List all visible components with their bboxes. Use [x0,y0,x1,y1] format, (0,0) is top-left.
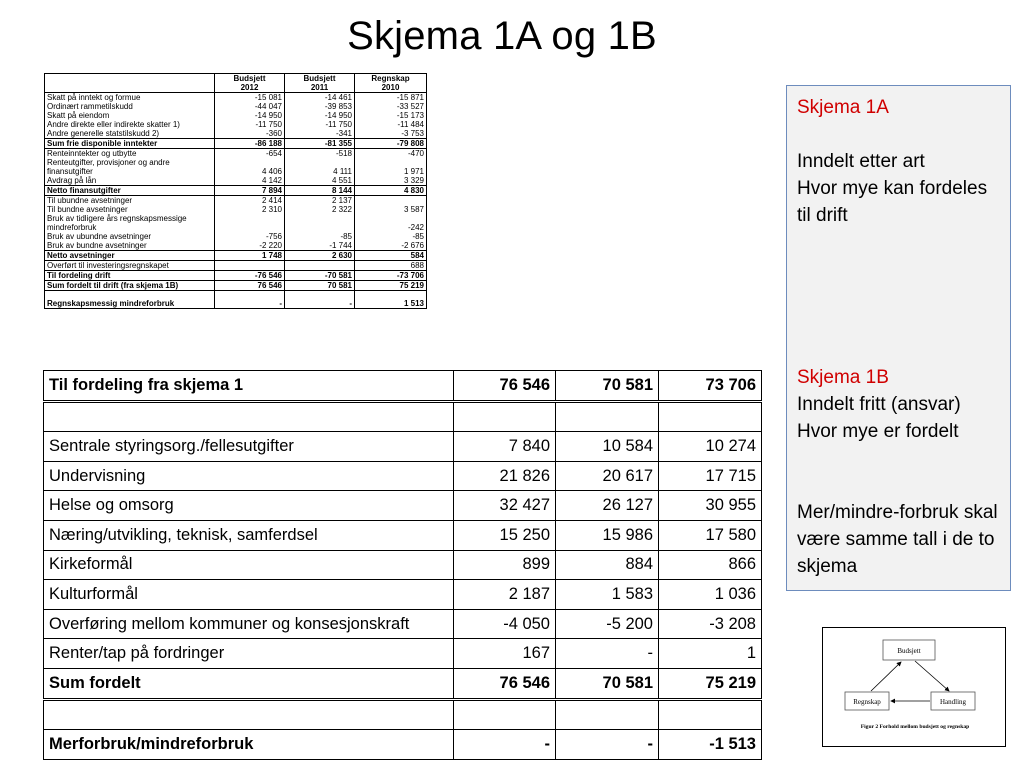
col-header-title: Budsjett [303,74,336,83]
node-handling-label: Handling [939,698,967,706]
skjema-1a-row [45,299,427,309]
arrow-budsjett-handling [915,661,949,691]
row-value: -14 950 [215,111,285,120]
row-value: 866 [659,550,762,580]
row-label: Sum frie disponible inntekter [45,139,215,149]
skjema-1a-row [45,186,427,196]
skjema-1b-row [44,491,762,521]
row-value [659,401,762,432]
row-value: 70 581 [556,668,659,699]
note-1a-line2: Hvor mye kan fordeles til drift [797,178,988,226]
skjema-1a-row [45,158,427,176]
row-value: -11 484 [355,120,427,129]
skjema-1a-row [45,93,427,103]
skjema-1b-row [44,699,762,730]
row-value: 76 546 [454,668,556,699]
row-label [44,401,454,432]
row-label: Til fordeling fra skjema 1 [44,371,454,402]
row-label: Skatt på eiendom [45,111,215,120]
skjema-1a-row [45,271,427,281]
row-value: 2 187 [454,580,556,610]
notes-box [786,85,1011,591]
row-label: Overføring mellom kommuner og konsesjonskraft [44,609,454,639]
skjema-1b-row [44,580,762,610]
skjema-1b-row [44,520,762,550]
row-label: Sum fordelt [44,668,454,699]
row-value [215,291,285,299]
row-value: -11 750 [285,120,355,129]
row-value: -79 808 [355,139,427,149]
row-value: -3 753 [355,129,427,139]
row-value: 4 551 [285,176,355,186]
row-label: Til bundne avsetninger [45,205,215,214]
row-value: 4 830 [355,186,427,196]
row-label: Merforbruk/mindreforbruk [44,730,454,760]
row-value: -518 [285,149,355,159]
row-value: 4 111 [285,158,355,176]
row-value: -15 081 [215,93,285,103]
row-value: 8 144 [285,186,355,196]
row-label: Bruk av ubundne avsetninger [45,232,215,241]
note-1a-line1: Inndelt etter art [797,151,925,172]
skjema-1a-row [45,232,427,241]
col-header-year: 2011 [310,83,329,92]
row-value: -4 050 [454,609,556,639]
skjema-1a-row [45,205,427,214]
row-value: -14 461 [285,93,355,103]
row-label: Bruk av tidligere års regnskapsmessige mindreforbruk [45,214,215,232]
skjema-1a-header-row [45,74,427,93]
row-label: Andre direkte eller indirekte skatter 1) [45,120,215,129]
row-value: 884 [556,550,659,580]
row-value: - [556,730,659,760]
row-value: -85 [285,232,355,241]
skjema-1b-table [43,370,762,760]
skjema-1b-row [44,730,762,760]
row-value: -76 546 [215,271,285,281]
row-label: Helse og omsorg [44,491,454,521]
node-regnskap-label: Regnskap [853,698,881,706]
row-label: Bruk av bundne avsetninger [45,241,215,251]
skjema-1b-row [44,639,762,669]
row-value: 15 250 [454,520,556,550]
row-label: Renter/tap på fordringer [44,639,454,669]
skjema-1a-row [45,241,427,251]
row-value: 70 581 [556,371,659,402]
skjema-1a-col-header [355,74,427,93]
skjema-1a-row [45,251,427,261]
col-header-year: 2012 [240,83,259,92]
row-value [659,699,762,730]
row-value: 1 [659,639,762,669]
row-value [215,214,285,232]
row-value: -2 220 [215,241,285,251]
row-value: -70 581 [285,271,355,281]
row-value: 167 [454,639,556,669]
skjema-1a-row [45,281,427,291]
skjema-1a-row [45,176,427,186]
row-value: 584 [355,251,427,261]
row-value: 17 580 [659,520,762,550]
row-value: 76 546 [454,371,556,402]
row-value: 75 219 [659,668,762,699]
skjema-1a-row [45,139,427,149]
skjema-1b-row [44,461,762,491]
row-value: -2 676 [355,241,427,251]
row-value: -242 [355,214,427,232]
row-value [285,214,355,232]
row-value: -1 744 [285,241,355,251]
row-label: Netto avsetninger [45,251,215,261]
row-value [454,401,556,432]
diagram-caption: Figur 2 Forhold mellom budsjett og regnskap [860,724,970,730]
skjema-1a-row [45,111,427,120]
row-value: 75 219 [355,281,427,291]
row-value: -44 047 [215,102,285,111]
row-value: 2 137 [285,196,355,206]
row-value: 7 840 [454,432,556,462]
row-value: 1 971 [355,158,427,176]
row-value: 21 826 [454,461,556,491]
skjema-1b-row [44,668,762,699]
row-value: 4 142 [215,176,285,186]
row-label: Avdrag på lån [45,176,215,186]
row-value: -15 173 [355,111,427,120]
row-label: Sum fordelt til drift (fra skjema 1B) [45,281,215,291]
row-value: 73 706 [659,371,762,402]
row-value [454,699,556,730]
skjema-1a-row [45,261,427,271]
row-value [355,196,427,206]
row-label [44,699,454,730]
row-value: -86 188 [215,139,285,149]
col-header-year: 2010 [381,83,400,92]
row-label: Til ubundne avsetninger [45,196,215,206]
row-value: 10 274 [659,432,762,462]
skjema-1a-col-header [215,74,285,93]
row-value: - [215,299,285,309]
row-value: -341 [285,129,355,139]
row-label: Undervisning [44,461,454,491]
row-value: -39 853 [285,102,355,111]
row-value [355,291,427,299]
row-value: 2 322 [285,205,355,214]
row-value: -85 [355,232,427,241]
skjema-1a-row [45,149,427,159]
row-value: 1 036 [659,580,762,610]
row-value: -15 871 [355,93,427,103]
note-1a-heading: Skjema 1A [797,97,889,118]
row-value: -1 513 [659,730,762,760]
skjema-1b-row [44,432,762,462]
note-1b-line2: Hvor mye er fordelt [797,421,959,442]
row-value: -81 355 [285,139,355,149]
row-value: 15 986 [556,520,659,550]
row-value [215,261,285,271]
skjema-1a-row [45,214,427,232]
skjema-1a-row [45,129,427,139]
row-value: -5 200 [556,609,659,639]
row-label: Kulturformål [44,580,454,610]
row-value: 1 583 [556,580,659,610]
row-value: -33 527 [355,102,427,111]
row-value: -73 706 [355,271,427,281]
row-value: 4 406 [215,158,285,176]
row-value: -14 950 [285,111,355,120]
row-value [285,261,355,271]
skjema-1a-row [45,102,427,111]
row-label: Næring/utvikling, teknisk, samferdsel [44,520,454,550]
col-header-title: Regnskap [371,74,410,83]
row-label: Andre generelle statstilskudd 2) [45,129,215,139]
skjema-1a-table [44,73,427,309]
row-label: Renteinntekter og utbytte [45,149,215,159]
row-value: -470 [355,149,427,159]
row-value: 26 127 [556,491,659,521]
row-value: -654 [215,149,285,159]
row-value [556,401,659,432]
row-label: Regnskapsmessig mindreforbruk [45,299,215,309]
row-label: Overført til investeringsregnskapet [45,261,215,271]
note-1b-line1: Inndelt fritt (ansvar) [797,394,961,415]
row-value: 1 748 [215,251,285,261]
row-value: 76 546 [215,281,285,291]
row-value [285,291,355,299]
row-label: Netto finansutgifter [45,186,215,196]
row-value: 70 581 [285,281,355,291]
row-value: 3 329 [355,176,427,186]
col-header-title: Budsjett [233,74,266,83]
skjema-1b-row [44,371,762,402]
budget-cycle-diagram [822,627,1006,747]
skjema-1b-row [44,401,762,432]
diagram-svg [823,628,1007,748]
row-value: - [454,730,556,760]
note-forbruk: Mer/mindre-forbruk skal være samme tall i de to skjema [797,502,998,577]
row-label: Kirkeformål [44,550,454,580]
row-value: 10 584 [556,432,659,462]
slide-title: Skjema 1A og 1B [347,14,657,58]
skjema-1a-col-header [285,74,355,93]
row-value: 2 414 [215,196,285,206]
row-label [45,291,215,299]
row-value: 20 617 [556,461,659,491]
row-value: -11 750 [215,120,285,129]
row-value: 30 955 [659,491,762,521]
row-label: Ordinært rammetilskudd [45,102,215,111]
skjema-1b-row [44,609,762,639]
arrow-regnskap-budsjett [871,662,901,691]
skjema-1a-header-blank [45,74,215,93]
row-value: 3 587 [355,205,427,214]
row-value: 688 [355,261,427,271]
row-value: - [285,299,355,309]
row-value: 2 630 [285,251,355,261]
skjema-1a-row [45,196,427,206]
row-value: 32 427 [454,491,556,521]
row-value: 1 513 [355,299,427,309]
node-budsjett-label: Budsjett [897,647,921,655]
row-value [556,699,659,730]
row-label: Renteutgifter, provisjoner og andre finansutgifter [45,158,215,176]
skjema-1a-row [45,291,427,299]
row-label: Skatt på inntekt og formue [45,93,215,103]
skjema-1a-row [45,120,427,129]
row-label: Til fordeling drift [45,271,215,281]
row-value: -3 208 [659,609,762,639]
row-value: - [556,639,659,669]
note-1b-heading: Skjema 1B [797,367,889,388]
skjema-1b-row [44,550,762,580]
row-value: 2 310 [215,205,285,214]
row-value: 7 894 [215,186,285,196]
row-value: -360 [215,129,285,139]
row-value: -756 [215,232,285,241]
row-value: 17 715 [659,461,762,491]
row-label: Sentrale styringsorg./fellesutgifter [44,432,454,462]
row-value: 899 [454,550,556,580]
